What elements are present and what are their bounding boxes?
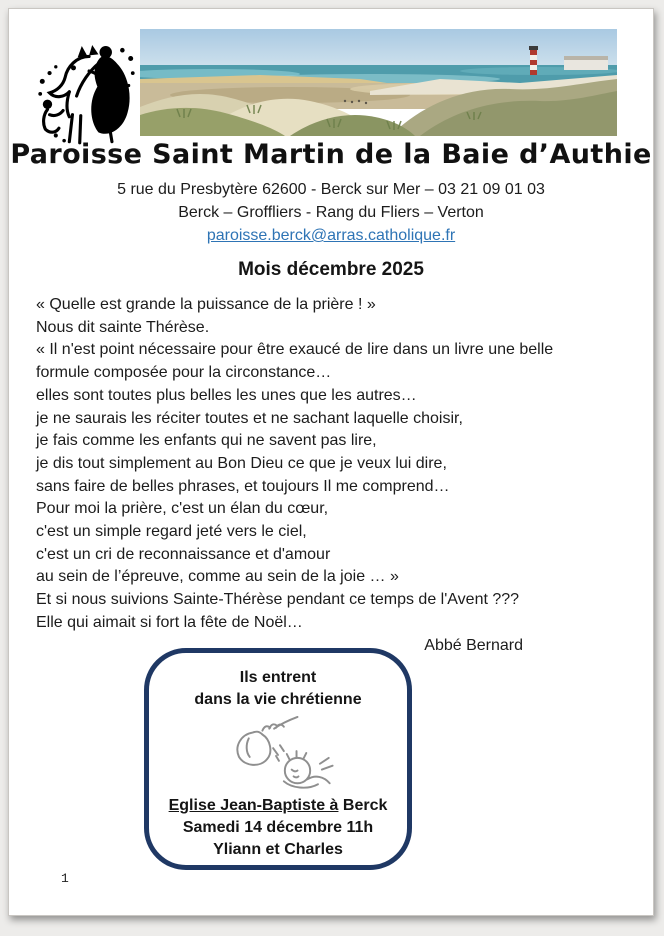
signature: Abbé Bernard <box>424 637 523 654</box>
baptism-announcement-box <box>144 648 412 870</box>
announcement-title-line-2: dans la vie chrétienne <box>194 691 362 708</box>
body-line: formule composée pour la circonstance… <box>36 364 332 382</box>
email-row <box>9 227 653 245</box>
address-line-2: Berck – Groffliers - Rang du Fliers – Verton <box>178 204 484 221</box>
body-line: sans faire de belles phrases, et toujours Il me comprend… <box>36 477 450 495</box>
page-title: Paroisse Saint Martin de la Baie d’Authie <box>10 139 652 170</box>
email-link[interactable]: paroisse.berck@arras.catholique.fr <box>206 227 456 244</box>
body-line: je fais comme les enfants qui ne savent pas lire, <box>36 432 377 450</box>
saint-martin-clipart-icon <box>35 39 139 155</box>
body-line: c'est un simple regard jeté vers le ciel, <box>36 523 307 541</box>
page-number: 1 <box>61 871 69 886</box>
baie-authie-panorama-photo <box>140 29 617 136</box>
body-line: « Il n'est point nécessaire pour être exaucé de lire dans un livre une belle <box>36 341 554 359</box>
announcement-location-line <box>149 795 407 817</box>
document-page <box>8 8 654 916</box>
address-line-1: 5 rue du Presbytère 62600 - Berck sur Mer – 03 21 09 01 03 <box>117 181 545 198</box>
baptism-drawing-icon <box>219 715 337 793</box>
announcement-location-underlined: Eglise Jean-Baptiste à <box>168 797 339 814</box>
body-line: Elle qui aimait si fort la fête de Noël… <box>36 613 303 631</box>
announcement-location-rest: Berck <box>338 797 388 814</box>
body-line: je ne saurais les réciter toutes et ne sachant laquelle choisir, <box>36 409 463 427</box>
body-line: c'est un cri de reconnaissance et d'amour <box>36 545 331 563</box>
body-line: au sein de l’épreuve, comme au sein de la joie … » <box>36 568 399 586</box>
body-line: « Quelle est grande la puissance de la prière ! » <box>36 296 376 313</box>
body-text <box>36 294 636 635</box>
month-heading: Mois décembre 2025 <box>238 259 424 280</box>
announcement-names-line: Yliann et Charles <box>213 841 343 858</box>
announcement-title-line-1: Ils entrent <box>239 669 317 686</box>
body-line: Pour moi la prière, c'est un élan du cœur, <box>36 500 329 518</box>
body-line: je dis tout simplement au Bon Dieu ce que je veux lui dire, <box>36 454 447 472</box>
body-line: elles sont toutes plus belles les unes que les autres… <box>36 386 417 404</box>
body-line: Nous dit sainte Thérèse. <box>36 318 210 336</box>
body-line: Et si nous suivions Sainte-Thérèse pendant ce temps de l'Avent ??? <box>36 591 520 609</box>
announcement-date-line: Samedi 14 décembre 11h <box>182 819 374 836</box>
